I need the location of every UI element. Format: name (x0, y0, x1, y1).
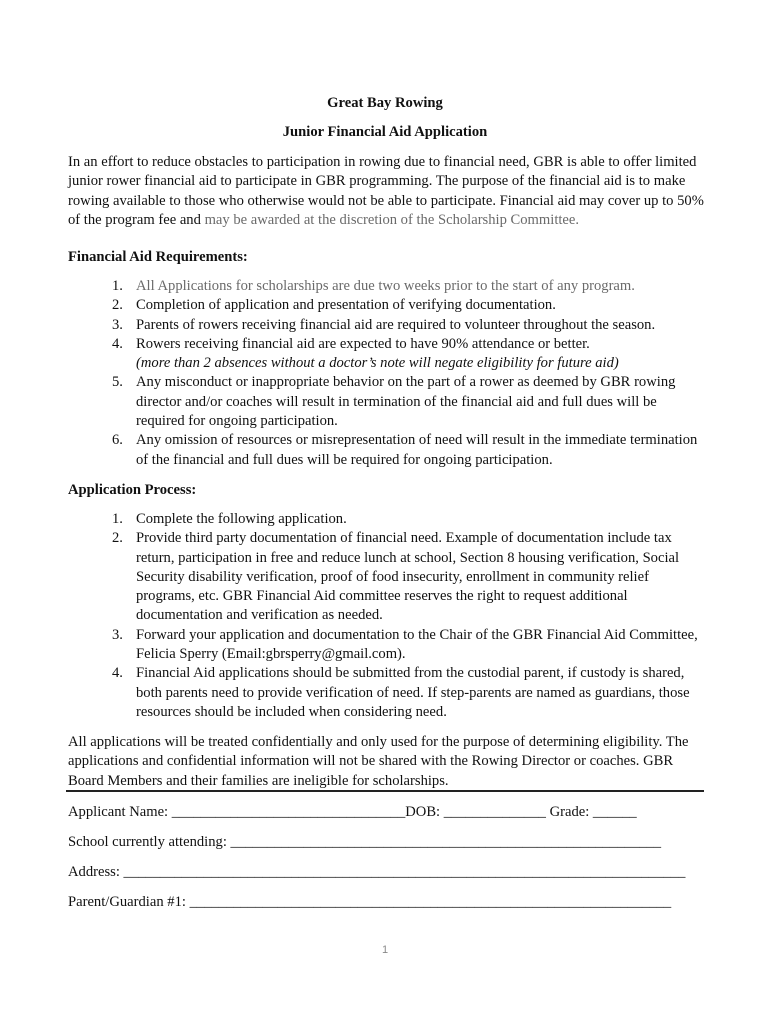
applicant-row (68, 804, 708, 821)
intro-main-text: In an effort to reduce obstacles to participation in rowing due to financial need, GBR is able to offer limited junior rower financial aid to participate in GBR programming. The purpose of the financial aid is to make rowing available to those who otherwise would not be able to participate. Financial aid may cover up to 50% of the program fee and (68, 154, 704, 228)
list-item (68, 626, 708, 665)
item-text: Rowers receiving financial aid are expected to have 90% attendance or better. (136, 335, 590, 352)
list-item (68, 529, 708, 625)
requirements-list (68, 277, 708, 470)
item-number: 4. (112, 335, 123, 352)
list-item (68, 664, 708, 722)
school-field[interactable]: School currently attending: ___________________________________________________________ (68, 834, 662, 850)
item-text: All Applications for scholarships are due two weeks prior to the start of any program. (136, 278, 635, 294)
list-item (68, 316, 708, 335)
list-item (68, 431, 708, 470)
applicant-name-field[interactable]: Applicant Name: ________________________________ (68, 804, 406, 820)
form-title: Junior Financial Aid Application (282, 124, 488, 140)
item-text: Parents of rowers receiving financial aid are required to volunteer throughout the season. (136, 316, 656, 333)
list-item (68, 510, 708, 529)
item-number: 6. (112, 432, 123, 449)
grade-field[interactable]: Grade: ______ (549, 804, 637, 820)
item-text: Any misconduct or inappropriate behavior on the part of a rower as deemed by GBR rowing director and/or coaches will result in termination of the financial aid and full dues will be required for ongoing participation. (136, 374, 676, 430)
page-number: 1 (381, 944, 389, 956)
item-text: Provide third party documentation of financial need. Example of documentation include tax return, participation in free and reduce lunch at school, Section 8 housing verification, Social Security disability verification, proof of food insecurity, enrollment in community relief programs, etc. GBR Financial Aid committee reserves the right to request additional documentation and verification as needed. (136, 530, 680, 624)
process-heading: Application Process: (68, 482, 197, 498)
intro-paragraph (68, 153, 708, 230)
intro-gray-text: may be awarded at the discretion of the Scholarship Committee. (204, 211, 580, 228)
item-number: 2. (112, 530, 123, 547)
list-item (68, 335, 708, 374)
parent-guardian-field[interactable]: Parent/Guardian #1: __________________________________________________________________ (68, 894, 672, 910)
closing-paragraph: All applications will be treated confidentially and only used for the purpose of determining eligibility. The applications and confidential information will not be shared with the Rowing Director or coaches. GBR Board Members and their families are ineligible for scholarships. (68, 734, 689, 789)
item-text: Any omission of resources or misrepresentation of need will result in the immediate termination of the financial and full dues will be required for ongoing participation. (136, 432, 698, 468)
dob-field[interactable]: DOB: ______________ (405, 804, 546, 820)
org-title: Great Bay Rowing (327, 95, 443, 111)
address-field[interactable]: Address: _____________________________________________________________________________ (68, 864, 686, 880)
process-list (68, 510, 708, 722)
list-item (68, 296, 708, 315)
section-divider (66, 790, 704, 792)
item-number: 1. (112, 278, 123, 294)
item-number: 2. (112, 297, 123, 314)
item-text: Forward your application and documentation to the Chair of the GBR Financial Aid Committee, Felicia Sperry (Email:gbrsperry@gmail.com). (136, 626, 698, 663)
list-item (68, 373, 708, 431)
list-item (68, 277, 708, 296)
item-number: 1. (112, 511, 123, 527)
item-number: 3. (112, 316, 123, 333)
requirements-heading: Financial Aid Requirements: (68, 249, 248, 265)
item-number: 5. (112, 374, 123, 391)
item-text: Financial Aid applications should be submitted from the custodial parent, if custody is shared, both parents need to provide verification of need. If step-parents are named as guardians, those resources should be included when considering need. (136, 665, 690, 720)
item-number: 4. (112, 665, 123, 682)
item-note: (more than 2 absences without a doctor’s note will negate eligibility for future aid) (136, 355, 619, 372)
item-text: Complete the following application. (136, 511, 347, 527)
item-number: 3. (112, 626, 123, 643)
item-text: Completion of application and presentation of verifying documentation. (136, 297, 556, 314)
